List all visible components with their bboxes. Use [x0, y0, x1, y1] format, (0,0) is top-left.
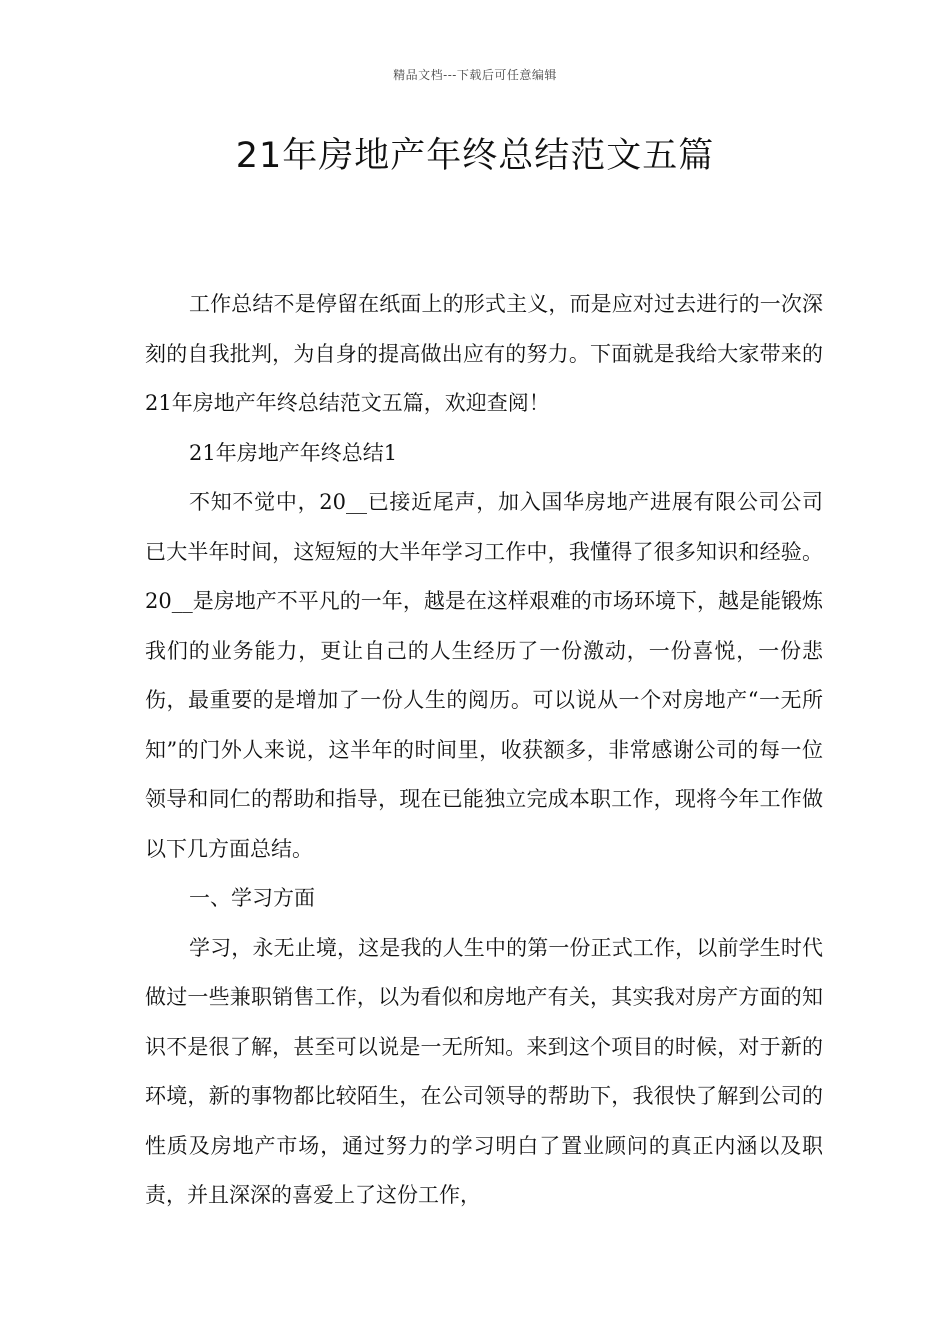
- body-paragraph: 不知不觉中，20__已接近尾声，加入国华房地产进展有限公司公司已大半年时间，这短短的大半年学习工作中，我懂得了很多知识和经验。20__是房地产不平凡的一年，越是在这样艰难的市场环境下，越是能锻炼我们的业务能力，更让自己的人生经历了一份激动，一份喜悦，一份悲伤，最重要的是增加了一份人生的阅历。可以说从一个对房地产“一无所知”的门外人来说，这半年的时间里，收获额多，非常感谢公司的每一位领导和同仁的帮助和指导，现在已能独立完成本职工作，现将今年工作做以下几方面总结。: [145, 490, 823, 861]
- section-heading: 21年房地产年终总结1: [189, 440, 398, 465]
- body-paragraph: 学习，永无止境，这是我的人生中的第一份正式工作，以前学生时代做过一些兼职销售工作，以为看似和房地产有关，其实我对房产方面的知识不是很了解，甚至可以说是一无所知。来到这个项目的时候，对于新的环境，新的事物都比较陌生，在公司领导的帮助下，我很快了解到公司的性质及房地产市场，通过努力的学习明白了置业顾问的真正内涵以及职责，并且深深的喜爱上了这份工作，: [145, 935, 823, 1207]
- header-note: 精品文档---下载后可任意编辑: [393, 68, 557, 82]
- intro-paragraph: 工作总结不是停留在纸面上的形式主义，而是应对过去进行的一次深刻的自我批判，为自身的提高做出应有的努力。下面就是我给大家带来的21年房地产年终总结范文五篇，欢迎查阅！: [145, 292, 823, 415]
- document-title: 21年房地产年终总结范文五篇: [235, 136, 715, 176]
- subsection-heading: 一、学习方面: [189, 886, 315, 910]
- document-body: [145, 280, 823, 1221]
